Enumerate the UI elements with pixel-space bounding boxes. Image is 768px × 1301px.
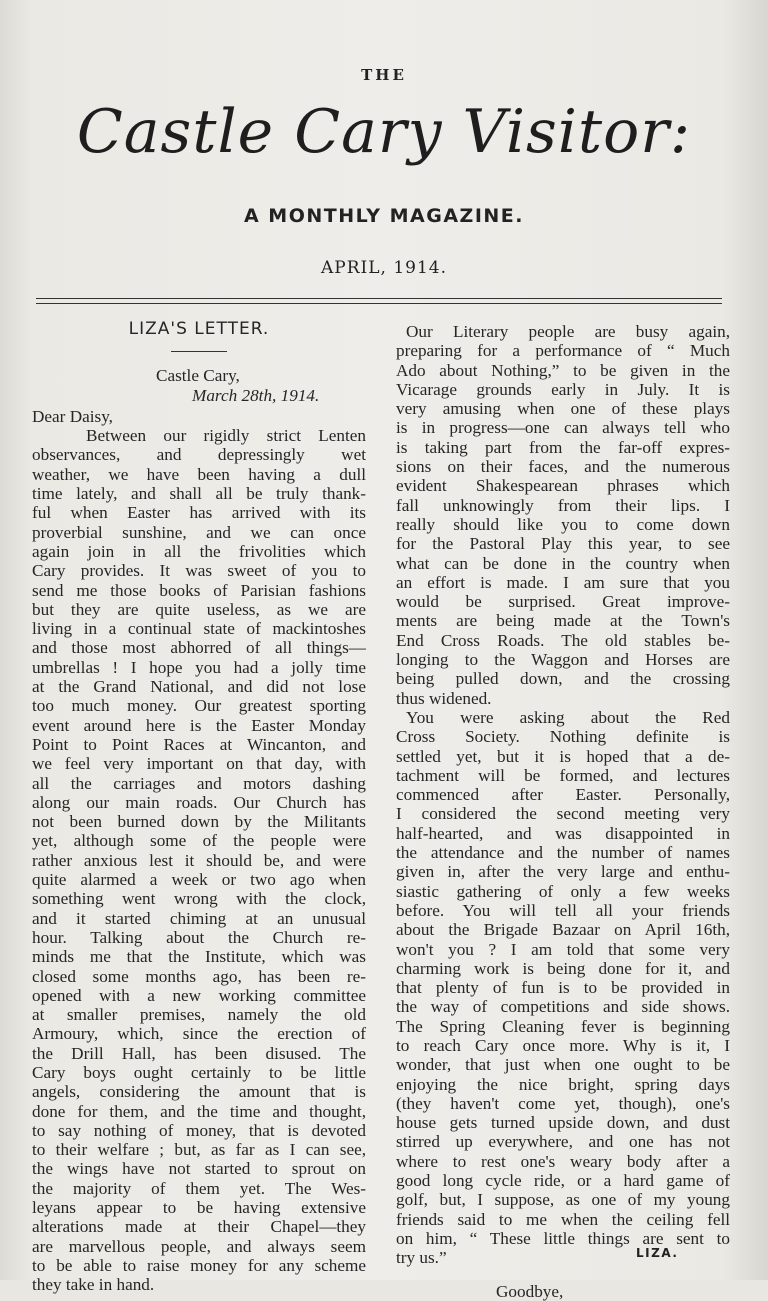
text-line: umbrellas ! I hope you had a jolly time (32, 657, 366, 677)
text-line: are marvellous people, and always seem (32, 1236, 366, 1256)
text-line: Our Literary people are busy again, (406, 322, 730, 341)
text-line: is taking part from the far-off expres- (396, 437, 730, 457)
text-line: evident Shakespearean phrases which (396, 476, 730, 496)
text-line: very amusing when one of these plays (396, 399, 730, 419)
text-line: friends said to me when the ceiling fell (396, 1209, 730, 1229)
text-line: done for them, and the time and thought, (32, 1101, 366, 1121)
issue-date: APRIL, 1914. (321, 258, 447, 278)
text-line: closed some months ago, has been re- (32, 966, 366, 986)
text-line: Cary boys ought certainly to be little (32, 1062, 366, 1082)
text-line: living in a continual state of mackintoshes (32, 619, 366, 639)
text-line: at smaller premises, namely the old (32, 1005, 366, 1025)
text-line: would be surprised. Great improve- (396, 592, 730, 612)
text-line: Cary provides. It was sweet of you to (32, 561, 366, 581)
text-line: we feel very important on that day, with (32, 754, 366, 774)
text-line: Cross Society. Nothing definite is (396, 727, 730, 747)
text-line: wonder, that just when one ought to be (396, 1055, 730, 1075)
text-line: to say nothing of money, that is devoted (32, 1120, 366, 1140)
text-line: You were asking about the Red (406, 707, 730, 727)
text-line: enjoying the nice bright, spring days (396, 1074, 730, 1094)
text-line: won't you ? I am told that some very (396, 939, 730, 959)
text-line: to their welfare ; but, as far as I can see, (32, 1140, 366, 1160)
text-line: settled yet, but it is hoped that a de- (396, 746, 730, 766)
text-line: at the Grand National, and did not lose (32, 677, 366, 697)
text-line: being pulled down, and the crossing (396, 669, 730, 689)
text-line: minds me that the Institute, which was (32, 947, 366, 967)
text-line: angels, considering the amount that is (32, 1082, 366, 1102)
text-line: opened with a new working committee (32, 985, 366, 1005)
text-line: house gets turned upside down, and dust (396, 1113, 730, 1133)
text-line: along our main roads. Our Church has (32, 792, 366, 812)
text-line: Vicarage grounds early in July. It is (396, 379, 730, 399)
text-line: preparing for a performance of “ Much (396, 341, 730, 361)
article-heading: LIZA'S LETTER. (128, 319, 270, 339)
text-line: given in, after the very large and enthu- (396, 862, 730, 882)
text-line: Between our rigidly strict Lenten (86, 426, 366, 446)
text-line: hour. Talking about the Church re- (32, 927, 366, 947)
text-line: fall unknowingly from their lips. I (396, 495, 730, 515)
text-line: tachment will be formed, and lectures (396, 765, 730, 785)
text-line: leyans appear to be having extensive (32, 1198, 366, 1218)
text-line: half-hearted, and was disappointed in (396, 823, 730, 843)
text-line: commenced after Easter. Personally, (396, 785, 730, 805)
right-column (396, 322, 730, 1301)
text-line: thus widened. (396, 688, 492, 708)
text-line: time lately, and shall all be truly thank- (32, 484, 366, 504)
text-line: to be able to raise money for any scheme (32, 1255, 366, 1275)
text-line: not been burned down by the Militants (32, 812, 366, 832)
text-line: siastic gathering of only a few weeks (396, 881, 730, 901)
text-line: the way of competitions and side shows. (396, 997, 730, 1017)
text-line: to reach Cary once more. Why is it, I (396, 1035, 730, 1055)
text-line: charming work is being done for it, and (396, 958, 730, 978)
text-line: and it started chiming at an unusual (32, 908, 366, 928)
text-line: what can be done in the country when (396, 553, 730, 573)
text-line: the majority of them yet. The Wes- (32, 1178, 366, 1198)
text-line: I considered the second meeting very (396, 804, 730, 824)
text-line: good long cycle ride, or a hard game of (396, 1171, 730, 1191)
letter-date: March 28th, 1914. (192, 385, 320, 405)
text-line: The Spring Cleaning fever is beginning (396, 1016, 730, 1036)
text-line: ful when Easter has arrived with its (32, 503, 366, 523)
text-line: where to rest one's weary body after a (396, 1151, 730, 1171)
text-line: before. You will tell all your friends (396, 900, 730, 920)
text-line: alterations made at their Chapel—they (32, 1217, 366, 1237)
text-line: send me those books of Parisian fashions (32, 580, 366, 600)
text-line: about the Brigade Bazaar on April 16th, (396, 920, 730, 940)
magazine-title: Castle Cary Visitor: (76, 97, 692, 167)
left-column (32, 320, 366, 1295)
text-line: the Drill Hall, has been disused. The (32, 1043, 366, 1063)
text-line: rather anxious lest it should be, and were (32, 850, 366, 870)
text-line: golf, but, I suppose, as one of my young (396, 1190, 730, 1210)
text-line: ments are being made at the Town's (396, 611, 730, 631)
letter-closing: Goodbye, (496, 1281, 564, 1301)
text-line: Point to Point Races at Wincanton, and (32, 734, 366, 754)
text-line: that plenty of fun is to be provided in (396, 978, 730, 998)
text-line: weather, we have been having a dull (32, 464, 366, 484)
header-rule-bottom (36, 303, 722, 304)
text-line: yet, although some of the people were (32, 831, 366, 851)
text-line: Armoury, which, since the erection of (32, 1024, 366, 1044)
text-line: try us.” (396, 1248, 447, 1268)
text-line: all the carriages and motors dashing (32, 773, 366, 793)
text-line: but they are quite useless, as we are (32, 599, 366, 619)
text-line: (they haven't come yet, though), one's (396, 1093, 730, 1113)
right-column-text (396, 322, 730, 1268)
heading-rule (171, 351, 227, 352)
text-line: End Cross Roads. The old stables be- (396, 630, 730, 650)
text-line: is in progress—one can always tell who (396, 418, 730, 438)
text-line: sions on their faces, and the numerous (396, 457, 730, 477)
text-line: really should like you to come down (396, 514, 730, 534)
letter-salutation: Dear Daisy, (32, 406, 113, 426)
text-line: proverbial sunshine, and we can once (32, 522, 366, 542)
text-line: something went wrong with the clock, (32, 889, 366, 909)
letter-place: Castle Cary, (156, 366, 240, 386)
text-line: on him, “ These little things are sent to (396, 1228, 730, 1248)
header-rule-top (36, 298, 722, 299)
text-line: quite alarmed a week or two ago when (32, 870, 366, 890)
masthead-the: THE (361, 66, 407, 84)
text-line: longing to the Waggon and Horses are (396, 650, 730, 670)
left-column-text (32, 426, 366, 1294)
text-line: again join in all the frivolities which (32, 541, 366, 561)
text-line: stirred up everywhere, and one has not (396, 1132, 730, 1152)
magazine-subtitle: A MONTHLY MAGAZINE. (243, 205, 525, 227)
text-line: the wings have not started to sprout on (32, 1159, 366, 1179)
text-line: and those most abhorred of all things— (32, 638, 366, 658)
text-line: event around here is the Easter Monday (32, 715, 366, 735)
text-line: the attendance and the number of names (396, 843, 730, 863)
letter-signature: LIZA. (636, 1246, 679, 1260)
text-line: for the Pastoral Play this year, to see (396, 534, 730, 554)
text-line: observances, and depressingly wet (32, 445, 366, 465)
text-line: an effort is made. I am sure that you (396, 572, 730, 592)
text-line: they take in hand. (32, 1275, 155, 1295)
text-line: too much money. Our greatest sporting (32, 696, 366, 716)
text-line: Ado about Nothing,” to be given in the (396, 360, 730, 380)
